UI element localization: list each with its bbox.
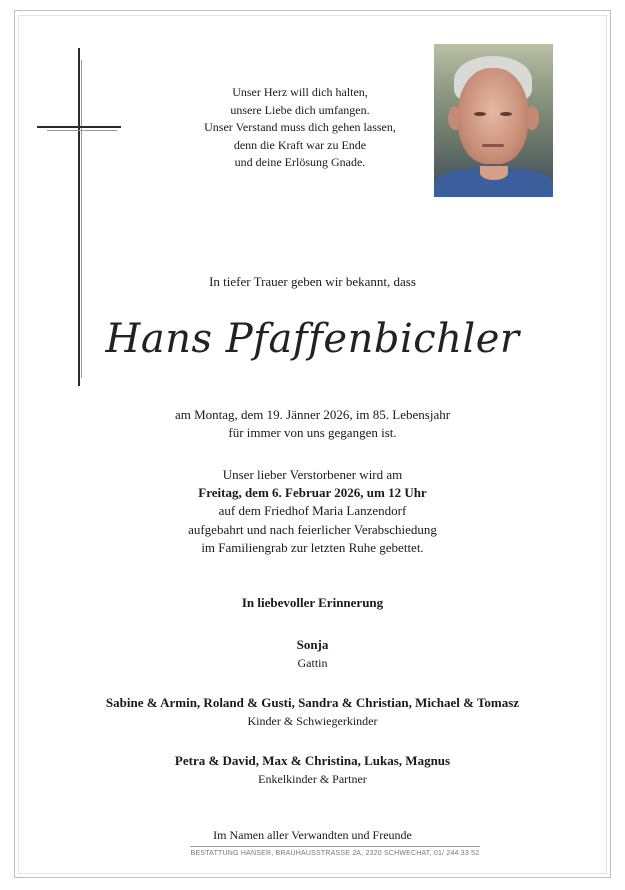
mourner-names: Petra & David, Max & Christina, Lukas, Magnus xyxy=(174,753,451,768)
poem-line: unsere Liebe dich umfangen. xyxy=(230,102,370,117)
poem xyxy=(160,84,440,172)
funeral-date: Freitag, dem 6. Februar 2026, um 12 Uhr xyxy=(198,485,427,501)
memory-heading: In liebevoller Erinnerung xyxy=(241,595,384,610)
funeral-line: aufgebahrt und nach feierlicher Verabschiedung xyxy=(188,521,437,537)
footer-address: BESTATTUNG HANSER, BRAUHAUSSTRASSE 2A, 2320 SCHWECHAT, 01/ 244 33 52 xyxy=(190,850,480,857)
mourner-role: Enkelkinder & Partner xyxy=(258,772,367,786)
portrait-photo xyxy=(434,44,553,197)
death-line: am Montag, dem 19. Jänner 2026, im 85. Lebensjahr xyxy=(174,407,451,422)
poem-line: Unser Herz will dich halten, xyxy=(232,85,368,99)
footer-divider xyxy=(190,846,480,847)
mourner-names: Sonja xyxy=(296,637,329,652)
closing-line: Im Namen aller Verwandten und Freunde xyxy=(213,828,412,842)
death-line: für immer von uns gegangen ist. xyxy=(228,425,397,440)
poem-line: denn die Kraft war zu Ende xyxy=(233,137,367,152)
deceased-name: Hans Pfaffenbichler xyxy=(105,316,520,362)
poem-line: Unser Verstand muss dich gehen lassen, xyxy=(204,120,396,134)
funeral-line: Unser lieber Verstorbener wird am xyxy=(222,467,403,482)
funeral-details xyxy=(60,466,565,557)
mourner-role: Gattin xyxy=(297,656,328,670)
funeral-line: auf dem Friedhof Maria Lanzendorf xyxy=(218,503,407,519)
announcement-intro: In tiefer Trauer geben wir bekannt, dass xyxy=(209,274,416,289)
poem-line: und deine Erlösung Gnade. xyxy=(234,155,366,169)
mourner-names: Sabine & Armin, Roland & Gusti, Sandra & Christian, Michael & Tomasz xyxy=(105,695,520,710)
death-notice xyxy=(60,406,565,442)
funeral-line: im Familiengrab zur letzten Ruhe gebettet. xyxy=(201,539,424,555)
mourner-role: Kinder & Schwiegerkinder xyxy=(247,714,378,728)
